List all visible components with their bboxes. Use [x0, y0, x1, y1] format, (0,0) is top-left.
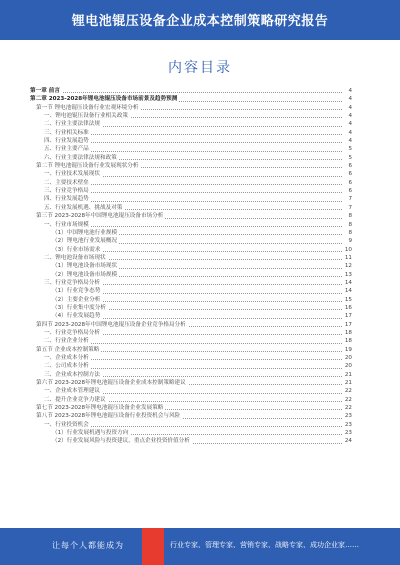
- toc-entry-page: 22: [344, 396, 352, 403]
- toc-entry-page: 14: [344, 288, 352, 295]
- toc-entry-title: （2）行业发展风险与投资建议，重点企业投资价值分析: [30, 438, 192, 444]
- toc-entry[interactable]: [30, 237, 352, 245]
- toc-entry-page: 24: [344, 438, 352, 445]
- toc-entry-page: 20: [344, 363, 352, 370]
- toc-entry-page: 8: [348, 221, 352, 228]
- toc-entry-page: 23: [344, 413, 352, 420]
- toc-entry-title: 五、行业发展机遇、挑战及对策: [30, 205, 124, 211]
- toc-entry[interactable]: [30, 129, 352, 137]
- footer-slogan: 让每个人都能成为: [52, 541, 124, 550]
- toc-entry[interactable]: [30, 429, 352, 437]
- toc-entry[interactable]: [30, 154, 352, 162]
- toc-entry-title: 二、主要技术壁垒: [30, 180, 91, 186]
- report-header-banner: [0, 0, 400, 40]
- toc-entry-page: 14: [344, 279, 352, 286]
- toc-entry-page: 4: [348, 104, 352, 111]
- toc-entry[interactable]: [30, 346, 352, 354]
- toc-entry[interactable]: [30, 404, 352, 412]
- toc-entry[interactable]: [30, 204, 352, 212]
- toc-entry-page: 5: [348, 154, 352, 161]
- footer-banner: [0, 528, 400, 565]
- toc-entry[interactable]: [30, 104, 352, 112]
- toc-entry-page: 23: [344, 421, 352, 428]
- toc-entry-title: 第八节 2023-2028年锂电池锟压设备行业投资机会与风险: [30, 413, 182, 419]
- toc-entry-title: 第二节 锂电池锟压设备行业发展现状分析: [30, 163, 140, 169]
- toc-entry[interactable]: [30, 371, 352, 379]
- toc-entry[interactable]: [30, 221, 352, 229]
- toc-entry[interactable]: [30, 412, 352, 420]
- toc-entry-page: 23: [344, 430, 352, 437]
- toc-entry[interactable]: [30, 262, 352, 270]
- toc-heading: 内容目录: [168, 60, 232, 76]
- toc-entry[interactable]: [30, 145, 352, 153]
- toc-entry-title: 第一节 锂电池锟压设备行业宏观环境分析: [30, 105, 140, 111]
- toc-entry-title: 一、行业市场规模: [30, 222, 91, 228]
- toc-entry[interactable]: [30, 396, 352, 404]
- toc-entry-page: 6: [348, 188, 352, 195]
- footer-accent-badge: [142, 528, 164, 565]
- toc-entry-page: 22: [344, 405, 352, 412]
- toc-entry-title: 二、锂电池设备市场现状: [30, 255, 108, 261]
- toc-entry[interactable]: [30, 137, 352, 145]
- toc-entry-title: 三、行业竞争格局: [30, 188, 91, 194]
- toc-entry-title: 四、行业发展趋势: [30, 196, 91, 202]
- toc-entry-title: 三、行业竞争格局分析: [30, 280, 102, 286]
- toc-entry[interactable]: [30, 187, 352, 195]
- toc-entry-title: 二、提升企业竞争力建议: [30, 397, 108, 403]
- toc-entry[interactable]: [30, 296, 352, 304]
- toc-entry-title: （1）行业竞争态势: [30, 288, 102, 294]
- toc-entry-title: 第七节 2023-2028年锂电池锟压设备企业发展策略: [30, 405, 165, 411]
- toc-entry[interactable]: [30, 321, 352, 329]
- toc-entry[interactable]: [30, 354, 352, 362]
- toc-entry-title: 二、公司成本分析: [30, 363, 91, 369]
- toc-entry-page: 9: [348, 238, 352, 245]
- toc-entry[interactable]: [30, 437, 352, 445]
- toc-entry[interactable]: [30, 246, 352, 254]
- report-title: 锂电池锟压设备企业成本控制策略研究报告: [71, 14, 329, 29]
- toc-entry-page: 15: [344, 296, 352, 303]
- toc-entry-title: （1）行业发展机遇与投资方向: [30, 430, 130, 436]
- toc-entry[interactable]: [30, 387, 352, 395]
- toc-entry-title: 四、行业发展趋势: [30, 138, 91, 144]
- toc-entry[interactable]: [30, 337, 352, 345]
- toc-entry-page: 19: [344, 346, 352, 353]
- toc-entry-page: 12: [344, 263, 352, 270]
- toc-entry-title: 第四节 2023-2028年中国锂电池锟压设备企业竞争格局分析: [30, 322, 188, 328]
- toc-entry-title: 五、行业主要产品: [30, 146, 91, 152]
- toc-entry-title: 第三节 2023-2028年中国锂电池锟压设备市场分析: [30, 213, 165, 219]
- toc-entry[interactable]: [30, 229, 352, 237]
- toc-entry-page: 13: [344, 271, 352, 278]
- toc-entry[interactable]: [30, 195, 352, 203]
- toc-entry-title: （2）锂电池设备市场规模: [30, 272, 119, 278]
- toc-entry-page: 4: [348, 96, 352, 103]
- toc-entry[interactable]: [30, 95, 352, 103]
- toc-entry-title: 二、行业企业分析: [30, 338, 91, 344]
- toc-entry[interactable]: [30, 362, 352, 370]
- toc-entry[interactable]: [30, 254, 352, 262]
- toc-entry-title: 三、行业相关标准: [30, 130, 91, 136]
- toc-entry-title: （1）中国锂电池行业规模: [30, 230, 119, 236]
- toc-entry[interactable]: [30, 279, 352, 287]
- toc-entry[interactable]: [30, 379, 352, 387]
- toc-entry-title: （2）锂电池行业发展概况: [30, 238, 119, 244]
- toc-entry-page: 17: [344, 321, 352, 328]
- toc-entry[interactable]: [30, 421, 352, 429]
- table-of-contents: [30, 87, 352, 446]
- toc-entry[interactable]: [30, 287, 352, 295]
- toc-entry[interactable]: [30, 271, 352, 279]
- toc-entry-page: 18: [344, 338, 352, 345]
- toc-entry-page: 17: [344, 313, 352, 320]
- toc-entry[interactable]: [30, 304, 352, 312]
- toc-entry-page: 4: [348, 129, 352, 136]
- toc-entry-page: 8: [348, 229, 352, 236]
- toc-entry[interactable]: [30, 329, 352, 337]
- toc-entry-page: 16: [344, 304, 352, 311]
- toc-entry[interactable]: [30, 112, 352, 120]
- toc-entry-page: 4: [348, 138, 352, 145]
- toc-entry-page: 8: [348, 213, 352, 220]
- toc-entry-page: 7: [348, 204, 352, 211]
- toc-entry-page: 18: [344, 329, 352, 336]
- toc-entry-page: 21: [344, 371, 352, 378]
- toc-entry-page: 10: [344, 246, 352, 253]
- toc-entry-title: 二、行业主要法律法规: [30, 121, 102, 127]
- toc-entry-page: 4: [348, 113, 352, 120]
- toc-entry-page: 22: [344, 388, 352, 395]
- toc-entry-title: （2）主要企业分析: [30, 297, 102, 303]
- toc-entry-page: 4: [348, 88, 352, 94]
- toc-entry-title: 一、行业竞争格局分析: [30, 330, 102, 336]
- toc-entry-title: 一、企业成本管理建议: [30, 388, 102, 394]
- toc-entry-title: 一、行业技术发展现状: [30, 171, 102, 177]
- toc-entry-page: 5: [348, 146, 352, 153]
- toc-entry-title: 第五节 企业成本控制策略: [30, 347, 101, 353]
- footer-tagline: 行业专家、管理专家、营销专家、战略专家、成功企业家……: [170, 541, 359, 549]
- toc-entry-title: 第二章 2023-2028年锂电池锟压设备市场前景及趋势预测: [30, 96, 178, 103]
- toc-entry-title: 一、行业投资机会: [30, 422, 91, 428]
- toc-entry-title: （3）行业集中度分析: [30, 305, 108, 311]
- toc-entry-title: 第六节 2023-2028年锂电池锟压设备企业成本控制策略建议: [30, 380, 188, 386]
- toc-entry-title: （4）行业发展趋势: [30, 313, 102, 319]
- toc-entry-page: 7: [348, 196, 352, 203]
- toc-leader-dots: [30, 92, 342, 93]
- toc-entry-page: 6: [348, 179, 352, 186]
- toc-entry-title: （1）锂电池设备市场现状: [30, 263, 119, 269]
- toc-entry-page: 20: [344, 355, 352, 361]
- toc-entry-title: （3）行业市场需求: [30, 247, 102, 253]
- toc-entry-page: 6: [348, 171, 352, 178]
- toc-entry[interactable]: [30, 170, 352, 178]
- toc-entry[interactable]: [30, 179, 352, 187]
- toc-entry-page: 4: [348, 121, 352, 128]
- toc-entry-page: 6: [348, 163, 352, 170]
- toc-entry[interactable]: [30, 212, 352, 220]
- toc-entry[interactable]: [30, 162, 352, 170]
- toc-entry[interactable]: [30, 312, 352, 320]
- toc-entry[interactable]: [30, 120, 352, 128]
- toc-entry-page: 21: [344, 380, 352, 387]
- toc-entry-title: 一、锂电池锟压设备行业相关政策: [30, 113, 130, 119]
- toc-entry-title: 三、企业成本控制方法: [30, 372, 102, 378]
- toc-entry-title: 一、企业成本分析: [30, 355, 91, 361]
- toc-entry-title: 第一章 前言: [30, 88, 60, 94]
- toc-entry[interactable]: [30, 87, 352, 95]
- toc-entry-page: 11: [344, 254, 352, 261]
- toc-entry-title: 六、行业主要法律法规和政策: [30, 155, 119, 161]
